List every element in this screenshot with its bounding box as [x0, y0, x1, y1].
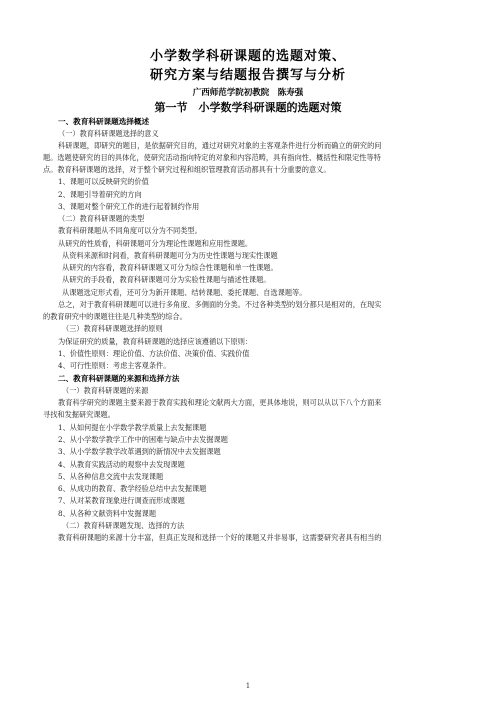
paragraph-line: 总之，对于教育科研课题可以进行多角度、多侧面的分类。不过各种类型的划分都只是相对的，在现实 [58, 300, 382, 309]
paragraph-line: 从研究的内容看，教育科研课题又可分为综合性课题和单一性课题。 [62, 263, 278, 272]
list-item: 4、从教育实践活动的观察中去发现课题 [58, 460, 185, 469]
paragraph-line: 教育科研课题从不同角度可以分为不同类型。 [58, 226, 202, 235]
list-item: 1、从如何提在小学数学教学质量上去发掘课题 [58, 423, 207, 432]
paragraph-line: 为保证研究的质量，教育科研课题的选择应该遵循以下原则： [58, 337, 253, 346]
list-item: 7、从对某教育现象进行调查而形成课题 [58, 496, 185, 505]
heading-l3: （一）教育科研课题的来源 [62, 386, 149, 395]
heading-l2: 二、教育科研课题的来源和选择方法 [58, 374, 180, 383]
page-number: 1 [245, 682, 251, 690]
list-item: 4、可行性原则：考虑主客观条件。 [58, 361, 171, 370]
paragraph-line: 科研课题，即研究的题目，是依据研究目的，通过对研究对象的主客观条件进行分析而确立的研究的问 [58, 141, 382, 150]
list-item: 5、从各种信息交流中去发现课题 [58, 472, 164, 481]
list-item: 1、课题可以反映研究的价值 [58, 177, 149, 186]
list-item: 2、从小学数学教学工作中的困难与缺点中去发掘课题 [58, 435, 228, 444]
document-title-line2: 研究方案与结题报告撰写与分析 [149, 68, 346, 83]
paragraph-line: 从资料来源和时间看，教育科研课题可分为历史性课题与现实性课题 [62, 251, 278, 260]
paragraph-line: 的教育研究中的课题往往是几种类型的综合。 [43, 312, 187, 321]
list-item: 8、从各种文献资料中发掘课题 [58, 509, 157, 518]
section-title: 第一节 小学数学科研课题的选题对策 [154, 101, 342, 114]
paragraph-line: 题。选题使研究的目的具体化，使研究活动指向特定的对象和内容范畴，具有指向性、概括性和限定性等特 [43, 153, 381, 162]
list-item: 6、从成功的教育、教学经验总结中去发掘课题 [58, 484, 207, 493]
document-title-line1: 小学数学科研课题的选题对策、 [149, 49, 346, 64]
list-item: 3、课题对整个研究工作的进行起着制约作用 [58, 202, 200, 211]
list-item: 2、课题引导着研究的方向 [58, 190, 142, 199]
heading-l3: （一）教育科研课题选择的意义 [58, 129, 159, 138]
heading-l3: （二）教育科研课题的类型 [58, 214, 145, 223]
paragraph-line: 教育科研课题的来源十分丰富，但真正发现和选择一个好的课题又并非易事，这需要研究者具有相当的 [58, 533, 382, 542]
paragraph-line: 从研究的性质看，科研课题可分为理论性课题和应用性课题。 [58, 239, 253, 248]
paragraph-line: 从研究的手段看，教育科研课题可分为实验性课题与描述性课题。 [62, 275, 271, 284]
author-line: 广西师范学院初教院 陈寿强 [192, 88, 304, 98]
paragraph-line: 从课题选定形式看，还可分为新开课题、结转课题、委托课题、自选课题等。 [62, 288, 307, 297]
heading-l3: （二）教育科研课题发现、选择的方法 [62, 521, 185, 530]
heading-l2: 一、教育科研课题选择概述 [58, 117, 150, 126]
list-item: 3、从小学数学教学改革遇到的新情况中去发掘课题 [58, 447, 221, 456]
paragraph-line: 寻找和发掘研究课题。 [43, 410, 115, 419]
paragraph-line: 点。教育科研课题的选择，对于整个研究过程和组织管理教育活动都具有十分重要的意义。 [43, 165, 331, 174]
list-item: 1、价值性原则：理论价值、方法价值、决策价值、实践价值 [58, 349, 250, 358]
paragraph-line: 教育科学研究的课题主要来源于教育实践和理论文献两大方面，更具体地说，则可以从以下八个方面来 [58, 398, 382, 407]
heading-l3: （三）教育科研课题选择的原则 [62, 324, 163, 333]
